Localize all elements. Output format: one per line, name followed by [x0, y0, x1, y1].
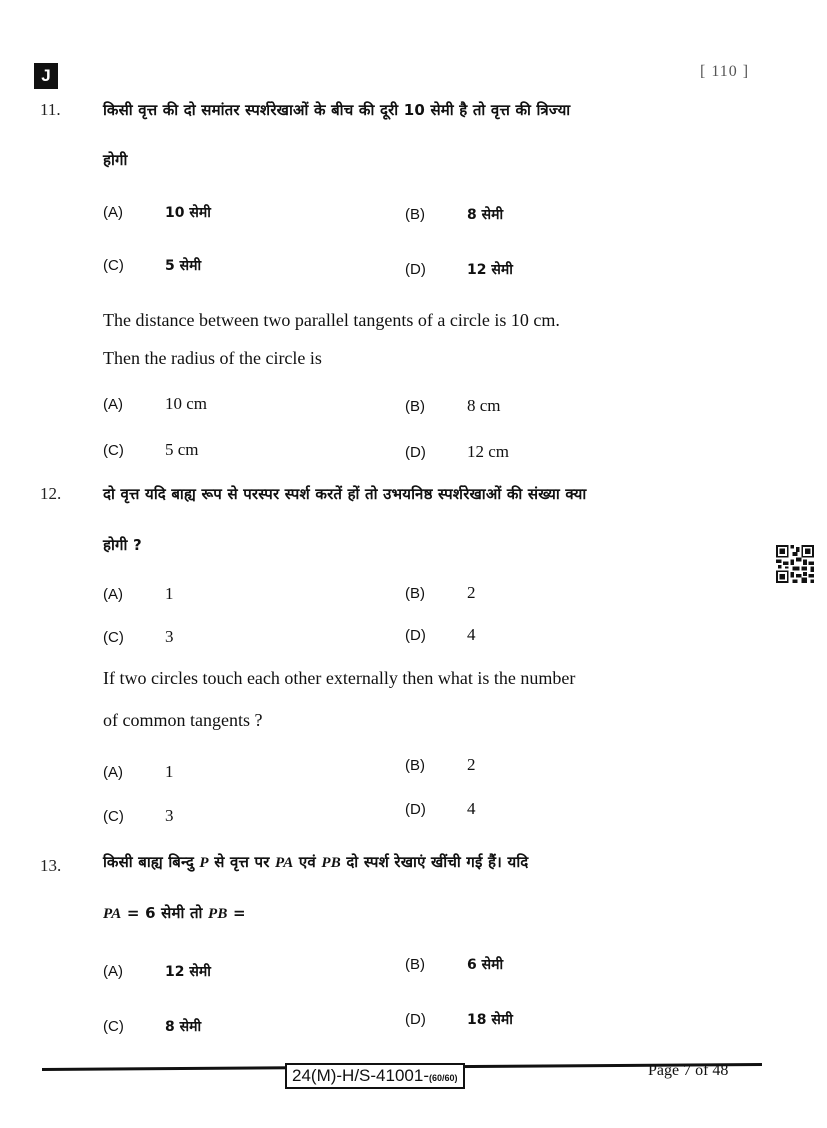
option-c: (C) 5 सेमी: [103, 257, 202, 274]
question-text-hindi: किसी बाह्य बिन्दु P से वृत्त पर PA एवं PB दो स्पर्श रेखाएं खींची गई हैं। यदि: [103, 853, 529, 871]
question-number: 11.: [40, 100, 61, 119]
question-text-english: of common tangents ?: [103, 710, 263, 730]
question-text-hindi: PA = 6 सेमी तो PB =: [103, 904, 246, 922]
question-number: 13.: [40, 856, 62, 875]
option-b: (B) 8 सेमी: [405, 206, 504, 223]
option-d: (D) 18 सेमी: [405, 1011, 513, 1028]
option-d: (D) 4: [405, 799, 476, 818]
question-text-english: Then the radius of the circle is: [103, 348, 322, 368]
option-d: (D) 12 सेमी: [405, 261, 513, 278]
question-text-english: The distance between two parallel tangents of a circle is 10 cm.: [103, 310, 560, 330]
option-b: (B) 2: [405, 755, 476, 774]
page-code: [ 110 ]: [700, 63, 750, 80]
question-text-english: If two circles touch each other externally then what is the number: [103, 668, 576, 688]
page-number: Page 7 of 48: [648, 1062, 729, 1079]
option-a: (A) 1: [103, 584, 174, 603]
option-c: (C) 3: [103, 627, 174, 646]
option-a: (A) 10 सेमी: [103, 204, 211, 221]
option-d: (D) 12 cm: [405, 442, 510, 461]
qr-code-icon: [776, 545, 814, 583]
option-a: (A) 12 सेमी: [103, 963, 211, 980]
set-badge: J: [34, 63, 58, 89]
question-text-hindi: किसी वृत्त की दो समांतर स्पर्शरेखाओं के बीच की दूरी 10 सेमी है तो वृत्त की त्रिज्या: [103, 101, 571, 119]
option-b: (B) 8 cm: [405, 396, 501, 415]
option-c: (C) 3: [103, 806, 174, 825]
question-number: 12.: [40, 484, 62, 503]
option-b: (B) 2: [405, 583, 476, 602]
option-a: (A) 10 cm: [103, 394, 208, 413]
option-c: (C) 8 सेमी: [103, 1018, 202, 1035]
option-c: (C) 5 cm: [103, 440, 199, 459]
question-text-hindi: होगी ?: [103, 536, 142, 554]
option-a: (A) 1: [103, 762, 174, 781]
paper-code-box: 24(M)-H/S-41001-(60/60): [285, 1063, 465, 1089]
option-b: (B) 6 सेमी: [405, 956, 504, 973]
question-text-hindi: होगी: [103, 151, 128, 169]
option-d: (D) 4: [405, 625, 476, 644]
question-text-hindi: दो वृत्त यदि बाह्य रूप से परस्पर स्पर्श करतें हों तो उभयनिष्ठ स्पर्शरेखाओं की संख्या क्या: [103, 485, 587, 503]
